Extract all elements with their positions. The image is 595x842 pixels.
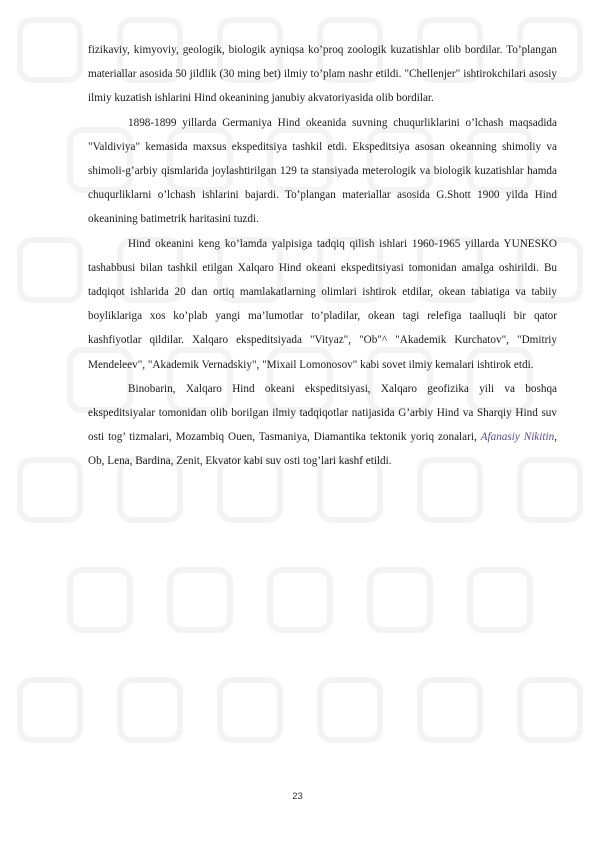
paragraph-4-text-after: , Ob, Lena, Bardina, Zenit, Ekvator kabi suv osti tog’lari kashf etildi.	[88, 431, 557, 468]
paragraph-4	[88, 377, 557, 474]
paragraph-4-text-before: Binobarin, Xalqaro Hind okeani ekspeditsiyasi, Xalqaro geofizika yili va boshqa ekspeditsiyalar tomonidan olib borilgan ilmiy tadqiqotlar natijasida G’arbiy Hind va Sharqiy Hind suv osti tog’ tizmalari, Mozambiq Ouen, Tasmaniya, Diamantika tektonik yoriq zonalari,	[88, 382, 557, 444]
paragraph-2: 1898-1899 yillarda Germaniya Hind okeanida suvning chuqurliklarini o’lchash maqsadida "Valdiviya" kemasida maxsus ekspeditsiya tashkil etdi. Ekspeditsiya asosan okeanning shimoliy va shimoli-g’arbiy qismlarida joylashtirilgan 129 ta stansiyada meterologik va biologik kuzatishlar hamda chuqurliklarni o’lchash ishlarini bajardi. To’plangan materiallar asosida G.Shott 1900 yilda Hind okeanining batimetrik haritasini tuzdi.	[88, 116, 557, 226]
italic-term: Afanasiy Nikitin	[480, 431, 555, 444]
page-number: 23	[292, 791, 303, 802]
paragraph-3: Hind okeanini keng ko’lamda yalpisiga tadqiq qilish ishlari 1960-1965 yillarda YUNESKO tashabbusi bilan tashkil etilgan Xalqaro Hind okeani ekspeditsiyasi tomonidan amalga oshirildi. Bu tadqiqot ishlarida 20 dan ortiq mamlakatlarning olimlari ishtirok etdilar, okean tabiatiga va tabiiy boyliklariga xos ko’plab yangi ma’lumotlar to’pladilar, okean tagi relefiga taalluqli bir qator kashfiyotlar qildilar. Xalqaro ekspeditsiyada "Vityaz", "Ob"^ "Akademik Kurchatov", "Dmitriy Mendeleev", "Akademik Vernadskiy", "Mixail Lomonosov" kabi sovet ilmiy kemalari ishtirok etdi.	[88, 237, 557, 371]
document-body	[88, 38, 557, 474]
paragraph-1: fizikaviy, kimyoviy, geologik, biologik ayniqsa ko’proq zoologik kuzatishlar olib bordilar. To’plangan materiallar asosida 50 jildlik (30 ming bet) ilmiy to’plam nashr etildi. "Chellenjer" ishtirokchilari asosiy ilmiy kuzatish ishlarini Hind okeanining janubiy akvatoriyasida olib bordilar.	[88, 44, 557, 105]
